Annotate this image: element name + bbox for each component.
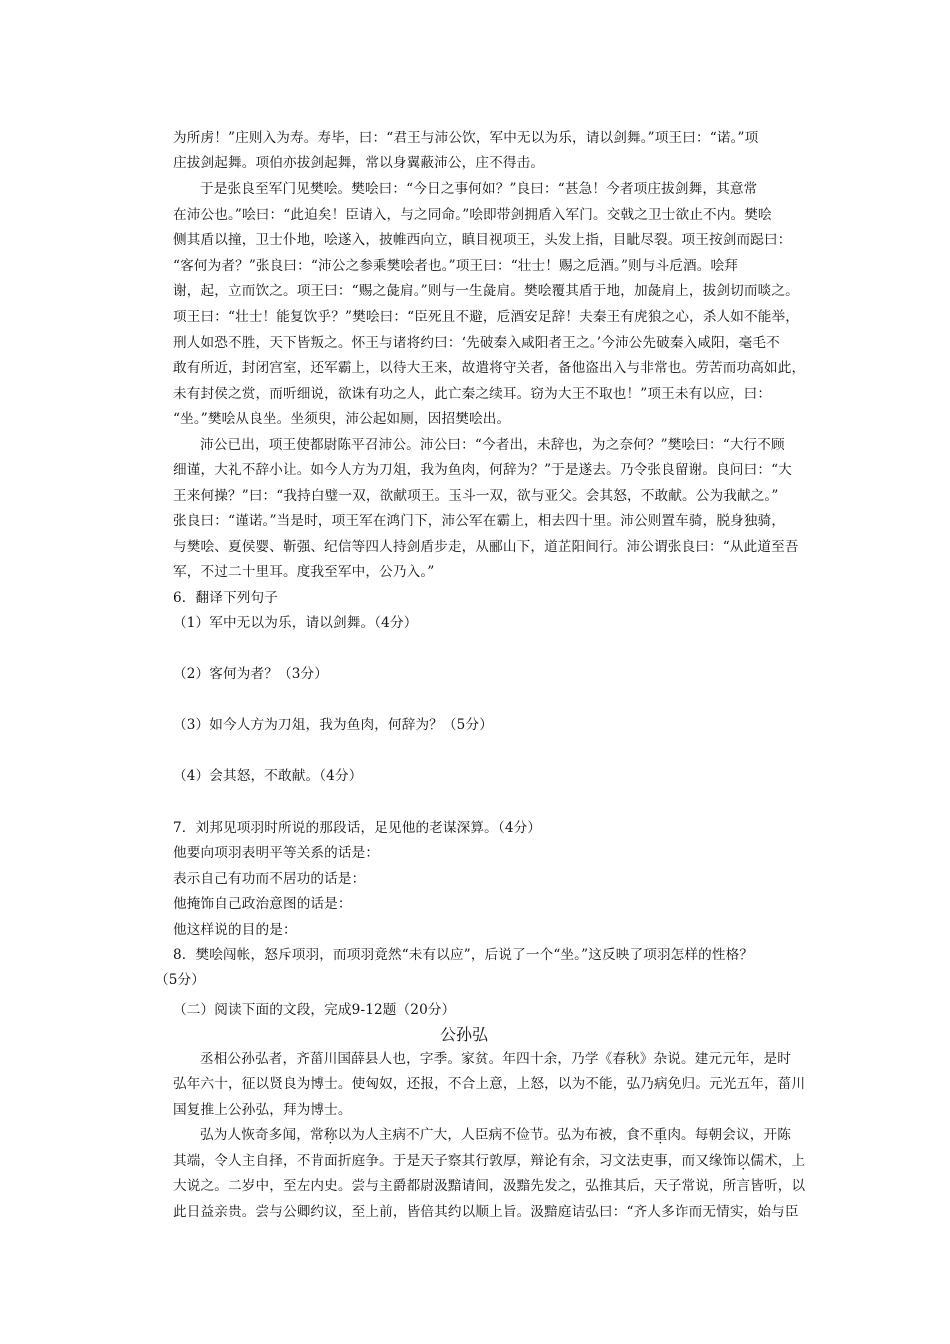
question-8-score: （5分） — [155, 972, 206, 988]
passage-line: 刑人如恐不胜，天下皆叛之。怀王与诸将约曰：‘先破秦入咸阳者王之。’今沛公先破秦入咸阳，毫毛不 — [173, 335, 780, 351]
question-7: 7．刘邦见项羽时所说的那段话，足见他的老谋深算。（4分） — [173, 820, 542, 836]
passage-line: 于是张良至军门见樊哙。樊哙曰：“今日之事何如？”良曰：“甚急！今者项庄拔剑舞，其意常 — [200, 181, 758, 197]
question-6-4: （4）会其怒，不敢献。（4分） — [173, 768, 363, 784]
passage-line: 敢有所近，封闭宫室，还军霸上，以待大王来，故遣将守关者，备他盗出入与非常也。劳苦而功高如此， — [173, 360, 806, 376]
passage-line: 与樊哙、夏侯婴、靳强、纪信等四人持剑盾步走，从郦山下，道芷阳间行。沛公谓张良曰：“从此道至吾 — [173, 539, 799, 555]
passage-line: 弘年六十，征以贤良为博士。使匈奴，还报，不合上意，上怒，以为不能，弘乃病免归。元光五年，菑川 — [173, 1076, 806, 1092]
emphasized-char: 以 — [736, 1153, 751, 1169]
passage-title: 公孙弘 — [440, 1025, 489, 1044]
question-8: 8．樊哙闯帐，怒斥项羽，而项羽竟然“未有以应”，后说了一个“坐。”这反映了项羽怎样的性格？ — [173, 947, 754, 963]
text-run: 其端，令人主自择，不肯面折庭争。于是天子察其行敦厚，辩论有余，习文法吏事，而又缘饰 — [173, 1153, 737, 1169]
question-7-a: 他要向项羽表明平等关系的话是： — [173, 845, 380, 861]
emphasized-char: 称 — [323, 1127, 338, 1143]
passage-line: 为所虏！”庄则入为寿。寿毕，曰：“君王与沛公饮，军中无以为乐，请以剑舞。”项王曰：“诺。”项 — [173, 130, 759, 146]
passage-line — [200, 1125, 791, 1145]
passage-line: 王来何操？”曰：“我持白璧一双，欲献项王。玉斗一双，欲与亚父。会其怒，不敢献。公为我献之。” — [173, 488, 779, 504]
passage-line: 在沛公也。”哙曰：“此迫矣！臣请入，与之同命。”哙即带剑拥盾入军门。交戟之卫士欲止不内。樊哙 — [173, 207, 772, 223]
passage-line: 张良曰：“谨诺。”当是时，项王军在鸿门下，沛公军在霸上，相去四十里。沛公则置车骑，脱身独骑， — [173, 513, 786, 529]
question-7-b: 表示自己有功而不居功的话是： — [173, 871, 366, 887]
passage-line: 沛公已出，项王使都尉陈平召沛公。沛公曰：“今者出，未辞也，为之奈何？”樊哙曰：“大行不顾 — [200, 437, 785, 453]
passage-line: 军，不过二十里耳。度我至军中，公乃入。” — [173, 564, 435, 580]
passage-line: 侧其盾以撞，卫士仆地，哙遂入，披帷西向立，瞋目视项王，头发上指，目眦尽裂。项王按剑而跽曰： — [173, 232, 792, 248]
passage-line: 丞相公孙弘者，齐菑川国薛县人也，字季。家贫。年四十余，乃学《春秋》杂说。建元元年，是时 — [200, 1051, 791, 1067]
passage-line: 大说之。二岁中，至左内史。尝与主爵都尉汲黯请间，汲黯先发之，弘推其后，天子常说，所言皆听，以 — [173, 1178, 806, 1194]
question-7-d: 他这样说的目的是： — [173, 922, 297, 938]
passage-line: 项王曰：“壮士！能复饮乎？”樊哙曰：“臣死且不避，卮酒安足辞！夫秦王有虎狼之心，杀人如不能举， — [173, 309, 800, 325]
text-run: 以为人主病不广大，人臣病不俭节。弘为布被，食不 — [337, 1127, 654, 1143]
passage-line: “坐。”樊哙从良坐。坐须臾，沛公起如厕，因招樊哙出。 — [173, 411, 511, 427]
emphasized-char: 重 — [653, 1127, 668, 1143]
section-header: （二）阅读下面的文段，完成9-12题（20分） — [173, 1002, 456, 1018]
text-run: 弘为人恢奇多闻，常 — [200, 1127, 324, 1143]
question-7-c: 他掩饰自己政治意图的话是： — [173, 896, 352, 912]
question-6-2: （2）客何为者？（3分） — [173, 666, 329, 682]
passage-line: 未有封侯之赏，而听细说，欲诛有功之人，此亡秦之续耳。窃为大王不取也！”项王未有以应，曰： — [173, 386, 772, 402]
passage-line: 此日益亲贵。尝与公卿约议，至上前，皆倍其约以顺上旨。汲黯庭诘弘曰：“齐人多诈而无情实，始与臣 — [173, 1204, 799, 1220]
question-6-3: （3）如今人方为刀俎，我为鱼肉，何辞为？（5分） — [173, 717, 493, 733]
question-6: 6．翻译下列句子 — [173, 590, 279, 606]
passage-line — [173, 1151, 805, 1171]
passage-line: 国复推上公孙弘，拜为博士。 — [173, 1102, 352, 1118]
passage-line: “客何为者？”张良曰：“沛公之参乘樊哙者也。”项王曰：“壮士！赐之卮酒。”则与斗卮酒。哙拜 — [173, 258, 739, 274]
question-6-1: （1）军中无以为乐，请以剑舞。（4分） — [173, 615, 418, 631]
text-run: 儒术，上 — [750, 1153, 806, 1169]
passage-line: 谢，起，立而饮之。项王曰：“赐之彘肩。”则与一生彘肩。樊哙覆其盾于地，加彘肩上，拔剑切而啖之。 — [173, 283, 799, 299]
passage-line: 庄拔剑起舞。项伯亦拔剑起舞，常以身翼蔽沛公，庄不得击。 — [173, 155, 545, 171]
passage-line: 细谨，大礼不辞小让。如今人方为刀俎，我为鱼肉，何辞为？”于是遂去。乃令张良留谢。良问曰：“大 — [173, 462, 792, 478]
text-run: 肉。每朝会议，开陈 — [667, 1127, 792, 1143]
